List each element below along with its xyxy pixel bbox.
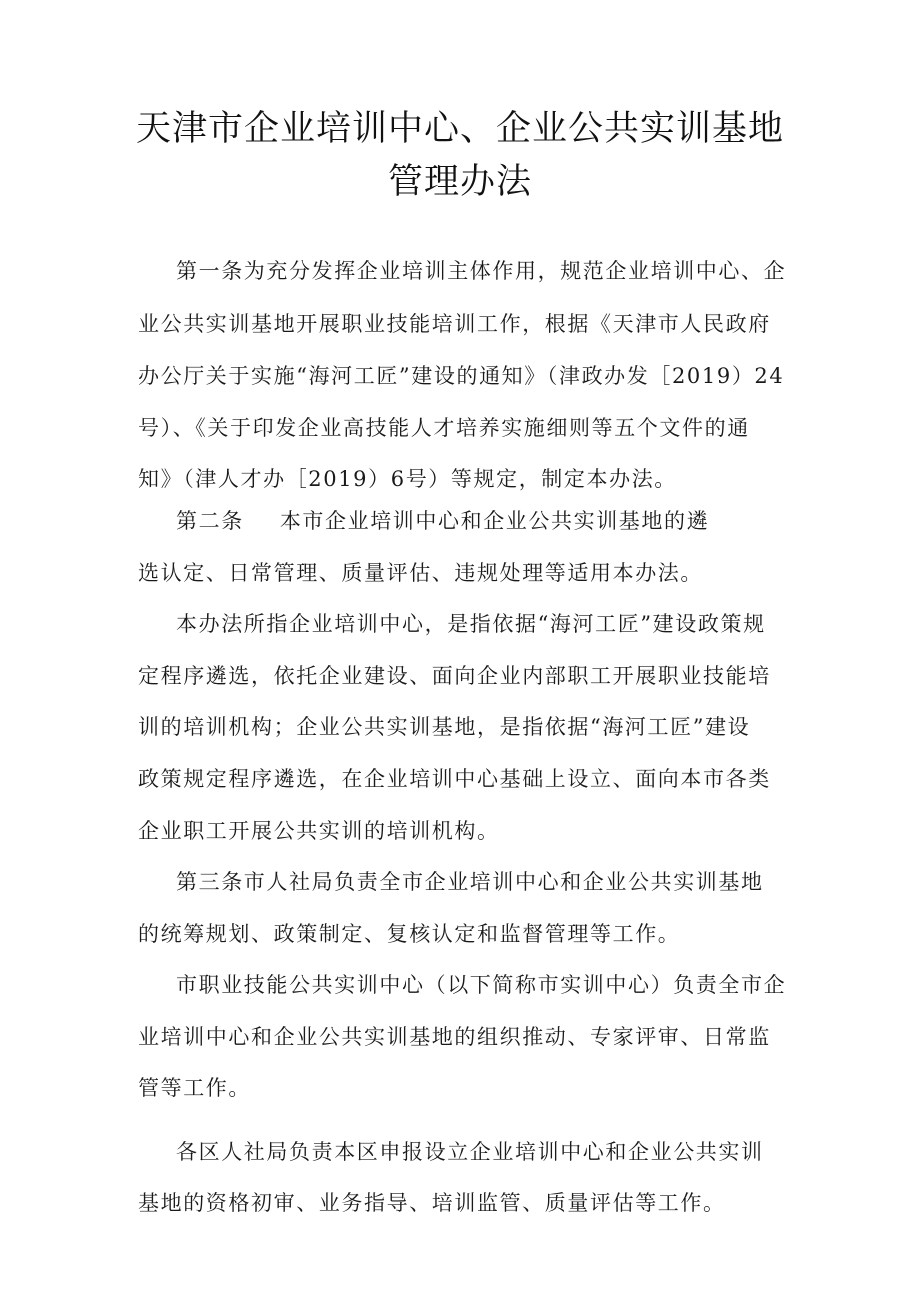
document-title-line-1: 天津市企业培训中心、企业公共实训基地 — [135, 109, 784, 149]
paragraph-3-line-5: 企业职工开展公共实训的培训机构。 — [138, 819, 500, 843]
paragraph-5-line-3: 管等工作。 — [138, 1076, 251, 1100]
paragraph-1-line-4: 号）、《关于印发企业高技能人才培养实施细则等五个文件的通 — [138, 416, 750, 440]
paragraph-1-line-3: 办公厅关于实施“海河工匠”建设的通知》（津政办发［2019）24 — [138, 364, 785, 388]
article-two-label: 第二条 — [176, 509, 244, 533]
paragraph-3-line-3: 训的培训机构；企业公共实训基地，是指依据“海河工匠”建设 — [138, 715, 751, 739]
paragraph-1-line-2: 业公共实训基地开展职业技能培训工作，根据《天津市人民政府 — [138, 312, 771, 336]
paragraph-1-line-5: 知》（津人才办［2019）6号）等规定，制定本办法。 — [138, 467, 677, 491]
paragraph-1-line-1: 第一条为充分发挥企业培训主体作用，规范企业培训中心、企 — [176, 259, 787, 283]
paragraph-6-line-2: 基地的资格初审、业务指导、培训监管、质量评估等工作。 — [138, 1191, 726, 1215]
paragraph-3-line-4: 政策规定程序遴选，在企业培训中心基础上设立、面向本市各类 — [138, 767, 771, 791]
paragraph-5-line-1: 市职业技能公共实训中心（以下简称市实训中心）负责全市企 — [176, 973, 787, 997]
paragraph-6-line-1: 各区人社局负责本区申报设立企业培训中心和企业公共实训 — [176, 1140, 764, 1164]
article-two-text: 本市企业培训中心和企业公共实训基地的遴 — [279, 509, 710, 533]
paragraph-4-line-1: 第三条市人社局负责全市企业培训中心和企业公共实训基地 — [176, 870, 764, 894]
paragraph-5-line-2: 业培训中心和企业公共实训基地的组织推动、专家评审、日常监 — [138, 1025, 771, 1049]
document-title-line-2: 管理办法 — [387, 162, 532, 202]
paragraph-2-line-1 — [176, 507, 798, 535]
paragraph-3-line-2: 定程序遴选，依托企业建设、面向企业内部职工开展职业技能培 — [138, 664, 771, 688]
paragraph-4-line-2: 的统筹规划、政策制定、复核认定和监督管理等工作。 — [138, 922, 681, 946]
paragraph-3-line-1: 本办法所指企业培训中心，是指依据“海河工匠”建设政策规 — [176, 612, 766, 636]
paragraph-2-line-2: 选认定、日常管理、质量评估、违规处理等适用本办法。 — [138, 561, 703, 585]
